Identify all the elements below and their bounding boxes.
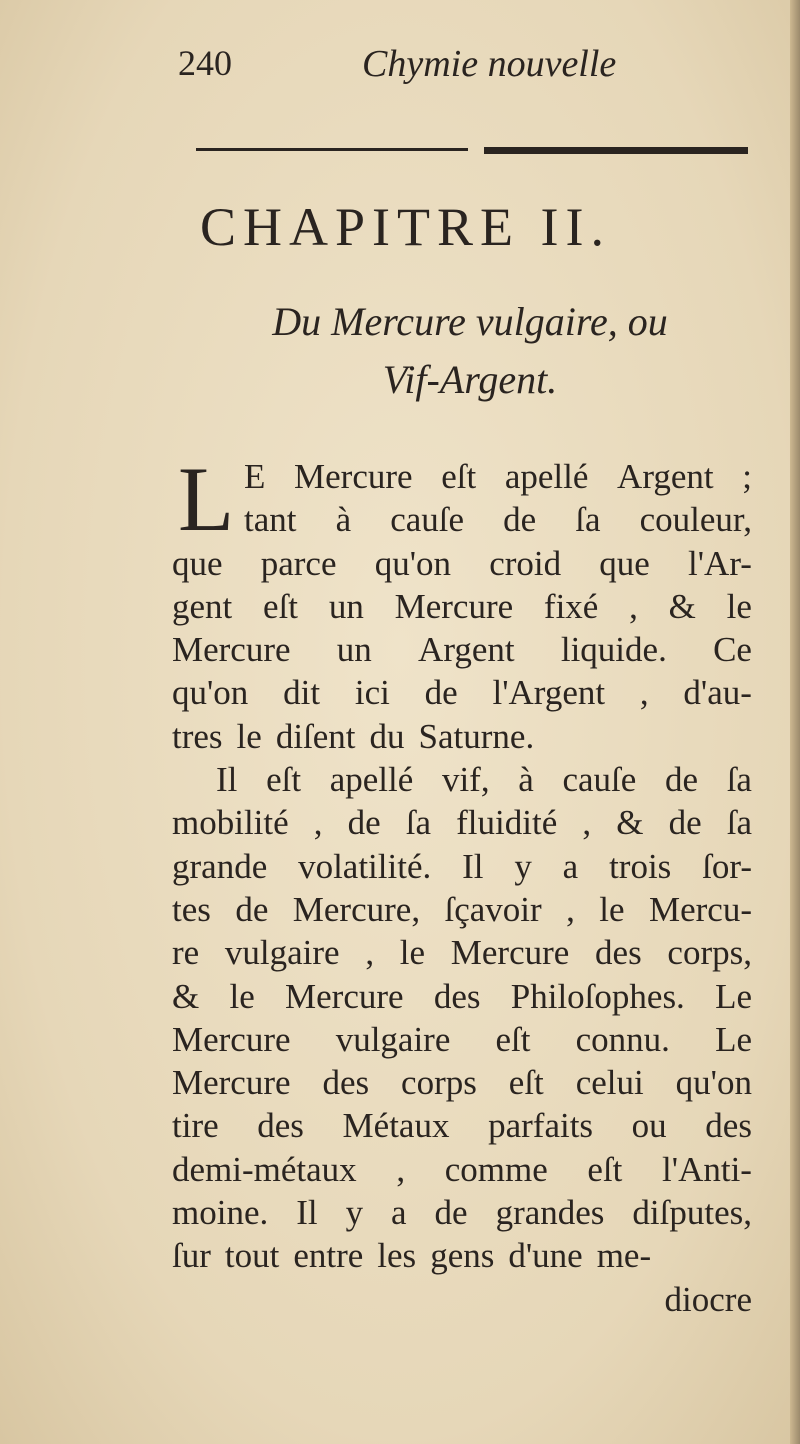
word: Mercure, bbox=[292, 889, 421, 929]
word: , bbox=[582, 803, 592, 843]
chapter-subtitle-line1: Du Mercure vulgaire, ou bbox=[272, 299, 668, 344]
word: & bbox=[668, 586, 696, 626]
text-line bbox=[172, 801, 752, 844]
word: Il bbox=[462, 846, 484, 886]
text-line bbox=[172, 975, 752, 1018]
word: vulgaire bbox=[224, 933, 340, 973]
word: Mercure bbox=[285, 976, 404, 1016]
text-line bbox=[172, 845, 752, 888]
headpiece-rule bbox=[196, 146, 751, 160]
word: fixé bbox=[543, 586, 599, 626]
running-head bbox=[178, 42, 738, 92]
word: qu'on bbox=[172, 673, 249, 713]
word: Mercure bbox=[394, 586, 514, 626]
word: apellé bbox=[329, 760, 414, 800]
word: le bbox=[236, 716, 262, 756]
text-line bbox=[172, 671, 752, 714]
word: Mercure bbox=[172, 1063, 291, 1103]
word: de bbox=[347, 803, 381, 843]
text-line bbox=[172, 1104, 752, 1147]
word: d'une bbox=[508, 1236, 583, 1276]
word: apellé bbox=[504, 457, 589, 496]
word: E bbox=[244, 457, 266, 496]
word: des bbox=[595, 933, 642, 973]
word: , bbox=[396, 1149, 406, 1189]
word: , bbox=[313, 803, 323, 843]
word: parce bbox=[260, 543, 337, 583]
word: eſt bbox=[587, 1149, 623, 1189]
word: ici bbox=[354, 673, 390, 713]
word: cauſe bbox=[390, 500, 465, 540]
page-number: 240 bbox=[178, 43, 232, 83]
word: ou bbox=[631, 1106, 667, 1146]
word: un bbox=[336, 630, 372, 670]
word: a bbox=[391, 1193, 407, 1233]
word: Mercu- bbox=[648, 889, 752, 929]
word: eſt bbox=[266, 760, 302, 800]
word: Mercure bbox=[172, 630, 291, 670]
text-line bbox=[172, 542, 752, 585]
word: gens bbox=[430, 1236, 495, 1276]
word: Métaux bbox=[342, 1106, 450, 1146]
word: ſa bbox=[575, 500, 601, 540]
word: ſor- bbox=[702, 846, 752, 886]
word: de bbox=[434, 1193, 468, 1233]
word: , bbox=[629, 586, 638, 626]
word: diſent bbox=[275, 716, 356, 756]
word: grandes bbox=[495, 1193, 605, 1233]
text-line bbox=[172, 455, 752, 498]
word: à bbox=[518, 760, 534, 800]
word: volatilité. bbox=[298, 846, 432, 886]
word: me- bbox=[596, 1236, 652, 1276]
running-title: Chymie nouvelle bbox=[362, 43, 617, 85]
page-edge bbox=[790, 0, 800, 1444]
word: a bbox=[562, 846, 579, 886]
word: comme bbox=[444, 1149, 548, 1189]
text-line bbox=[172, 758, 752, 801]
word: eſt bbox=[508, 1063, 544, 1103]
word: Argent bbox=[617, 457, 714, 496]
text-line bbox=[172, 715, 752, 758]
word: ; bbox=[742, 457, 752, 496]
word: eſt bbox=[441, 457, 477, 496]
text-line bbox=[172, 585, 752, 628]
word: de bbox=[664, 760, 699, 800]
word: connu. bbox=[575, 1019, 670, 1059]
word: corps bbox=[401, 1063, 477, 1103]
word: croid bbox=[489, 543, 562, 583]
word: que bbox=[172, 543, 223, 583]
word: Mercure bbox=[172, 1019, 291, 1059]
word: Saturne. bbox=[418, 716, 535, 756]
word: Ce bbox=[713, 630, 752, 670]
word: le bbox=[599, 889, 625, 929]
word: demi-métaux bbox=[172, 1149, 357, 1189]
word: gent bbox=[172, 586, 233, 626]
word: tres bbox=[172, 716, 223, 756]
word: Mercure bbox=[294, 457, 413, 496]
word: l'Ar- bbox=[688, 543, 752, 583]
word: corps, bbox=[667, 933, 752, 973]
text-line bbox=[172, 498, 752, 541]
word: diſputes, bbox=[632, 1193, 752, 1233]
word: fluidité bbox=[456, 803, 558, 843]
word: & bbox=[172, 976, 200, 1016]
word: , bbox=[566, 889, 575, 929]
text-line bbox=[172, 931, 752, 974]
word: eſt bbox=[263, 586, 299, 626]
word: ſçavoir bbox=[444, 889, 542, 929]
word: Mercure bbox=[450, 933, 570, 973]
word: tant bbox=[244, 500, 297, 540]
word: Il bbox=[216, 760, 238, 800]
word: à bbox=[335, 500, 352, 540]
body-text bbox=[172, 448, 752, 1321]
word: qu'on bbox=[675, 1063, 752, 1103]
word: ſa bbox=[726, 803, 752, 843]
word: de bbox=[503, 500, 537, 540]
word: des bbox=[257, 1106, 304, 1146]
chapter-heading: CHAPITRE II. bbox=[200, 197, 611, 257]
word: re bbox=[172, 933, 200, 973]
word: mobilité bbox=[172, 803, 289, 843]
word: cauſe bbox=[562, 760, 637, 800]
word: Il bbox=[296, 1193, 318, 1233]
word: ſa bbox=[405, 803, 432, 843]
word: l'Argent bbox=[492, 673, 606, 713]
word: grande bbox=[172, 846, 268, 886]
word: y bbox=[345, 1193, 364, 1233]
word: de bbox=[424, 673, 458, 713]
word: tout bbox=[224, 1236, 280, 1276]
word: vif, bbox=[441, 760, 490, 800]
word: l'Anti- bbox=[662, 1149, 752, 1189]
word: un bbox=[328, 586, 364, 626]
word: Argent bbox=[418, 630, 515, 670]
word: que bbox=[599, 543, 650, 583]
word: qu'on bbox=[374, 543, 451, 583]
word: entre bbox=[293, 1236, 364, 1276]
word: ſa bbox=[726, 760, 752, 800]
word: d'au- bbox=[683, 673, 752, 713]
word: & bbox=[616, 803, 644, 843]
word: des bbox=[433, 976, 481, 1016]
word: Le bbox=[715, 1019, 752, 1059]
word: le bbox=[726, 586, 752, 626]
word: ſur bbox=[172, 1236, 211, 1276]
text-line bbox=[172, 1018, 752, 1061]
text-line bbox=[172, 628, 752, 671]
word: Philoſophes. bbox=[510, 976, 685, 1016]
word: trois bbox=[609, 846, 672, 886]
word: des bbox=[322, 1063, 370, 1103]
word: le bbox=[399, 933, 426, 973]
word: vulgaire bbox=[335, 1019, 451, 1059]
drop-cap: L bbox=[178, 448, 235, 550]
word: liquide. bbox=[560, 630, 667, 670]
word: de bbox=[235, 889, 269, 929]
word: de bbox=[668, 803, 702, 843]
word: des bbox=[705, 1106, 752, 1146]
word: le bbox=[229, 976, 255, 1016]
text-line bbox=[172, 1061, 752, 1104]
word: celui bbox=[575, 1063, 644, 1103]
word: , bbox=[639, 673, 649, 713]
word: tes bbox=[172, 889, 211, 929]
catchword: diocre bbox=[664, 1279, 752, 1319]
word: y bbox=[514, 846, 532, 886]
word: , bbox=[365, 933, 375, 973]
word: Le bbox=[715, 976, 752, 1016]
word: moine. bbox=[172, 1193, 269, 1233]
rule-thin bbox=[196, 148, 468, 151]
text-line bbox=[172, 1191, 752, 1234]
text-line bbox=[172, 888, 752, 931]
word: couleur, bbox=[639, 500, 752, 540]
word: tire bbox=[172, 1106, 219, 1146]
rule-thick bbox=[484, 147, 748, 154]
text-line bbox=[172, 1234, 752, 1277]
word: eſt bbox=[495, 1019, 531, 1059]
text-line bbox=[172, 1148, 752, 1191]
word: parfaits bbox=[488, 1106, 594, 1146]
word: les bbox=[377, 1236, 417, 1276]
word: dit bbox=[283, 673, 321, 713]
chapter-subtitle-line2: Vif-Argent. bbox=[382, 357, 558, 402]
word: du bbox=[369, 716, 405, 756]
